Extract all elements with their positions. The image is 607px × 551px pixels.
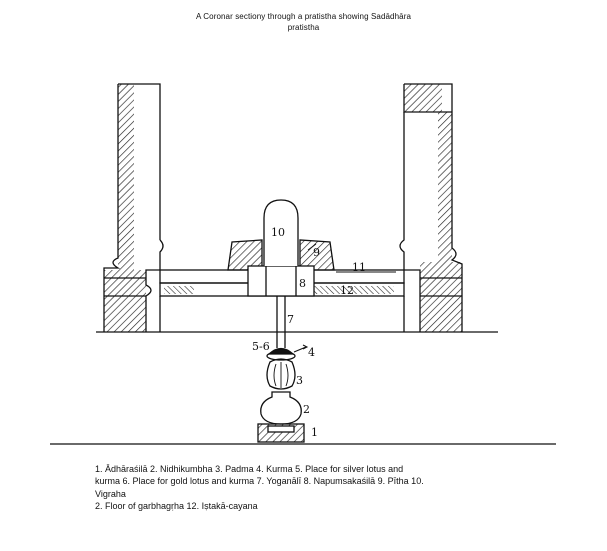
caption-line-1: 1. Ādhāraśilā 2. Nidhikumbha 3. Padma 4. Kurma 5. Place for silver lotus and [95, 464, 404, 474]
label-10: 10 [271, 226, 285, 239]
label-9: 9 [313, 246, 320, 259]
label-1: 1 [311, 426, 318, 439]
padma [267, 359, 295, 389]
label-12: 12 [340, 284, 354, 297]
adharasila [258, 424, 304, 442]
label-5-6: 5-6 [252, 340, 270, 353]
label-8: 8 [299, 277, 306, 290]
caption-line-2: kurma 6. Place for gold lotus and kurma 7. Yoganālī 8. Napumsakaśilā 9. Pītha 10. [95, 476, 424, 487]
caption-line-3: Vigraha [95, 488, 126, 499]
label-3: 3 [296, 374, 303, 387]
caption-line-4: 2. Floor of garbhagṛha 12. Iṣtakā-cayana [95, 501, 258, 512]
figure-title-line-1: A Coronar sectiony through a pratistha showing Sadādhāra [195, 12, 412, 21]
kurma [267, 345, 307, 360]
label-2: 2 [303, 403, 310, 416]
figure-title-line-2: pratistha [287, 23, 320, 32]
label-4: 4 [308, 346, 315, 359]
label-7: 7 [287, 313, 294, 326]
yoganali [277, 296, 285, 348]
right-wall [400, 84, 462, 332]
nidhikumbha [261, 392, 302, 424]
left-wall [104, 84, 163, 332]
figure-caption [95, 463, 510, 513]
label-11: 11 [352, 261, 366, 274]
